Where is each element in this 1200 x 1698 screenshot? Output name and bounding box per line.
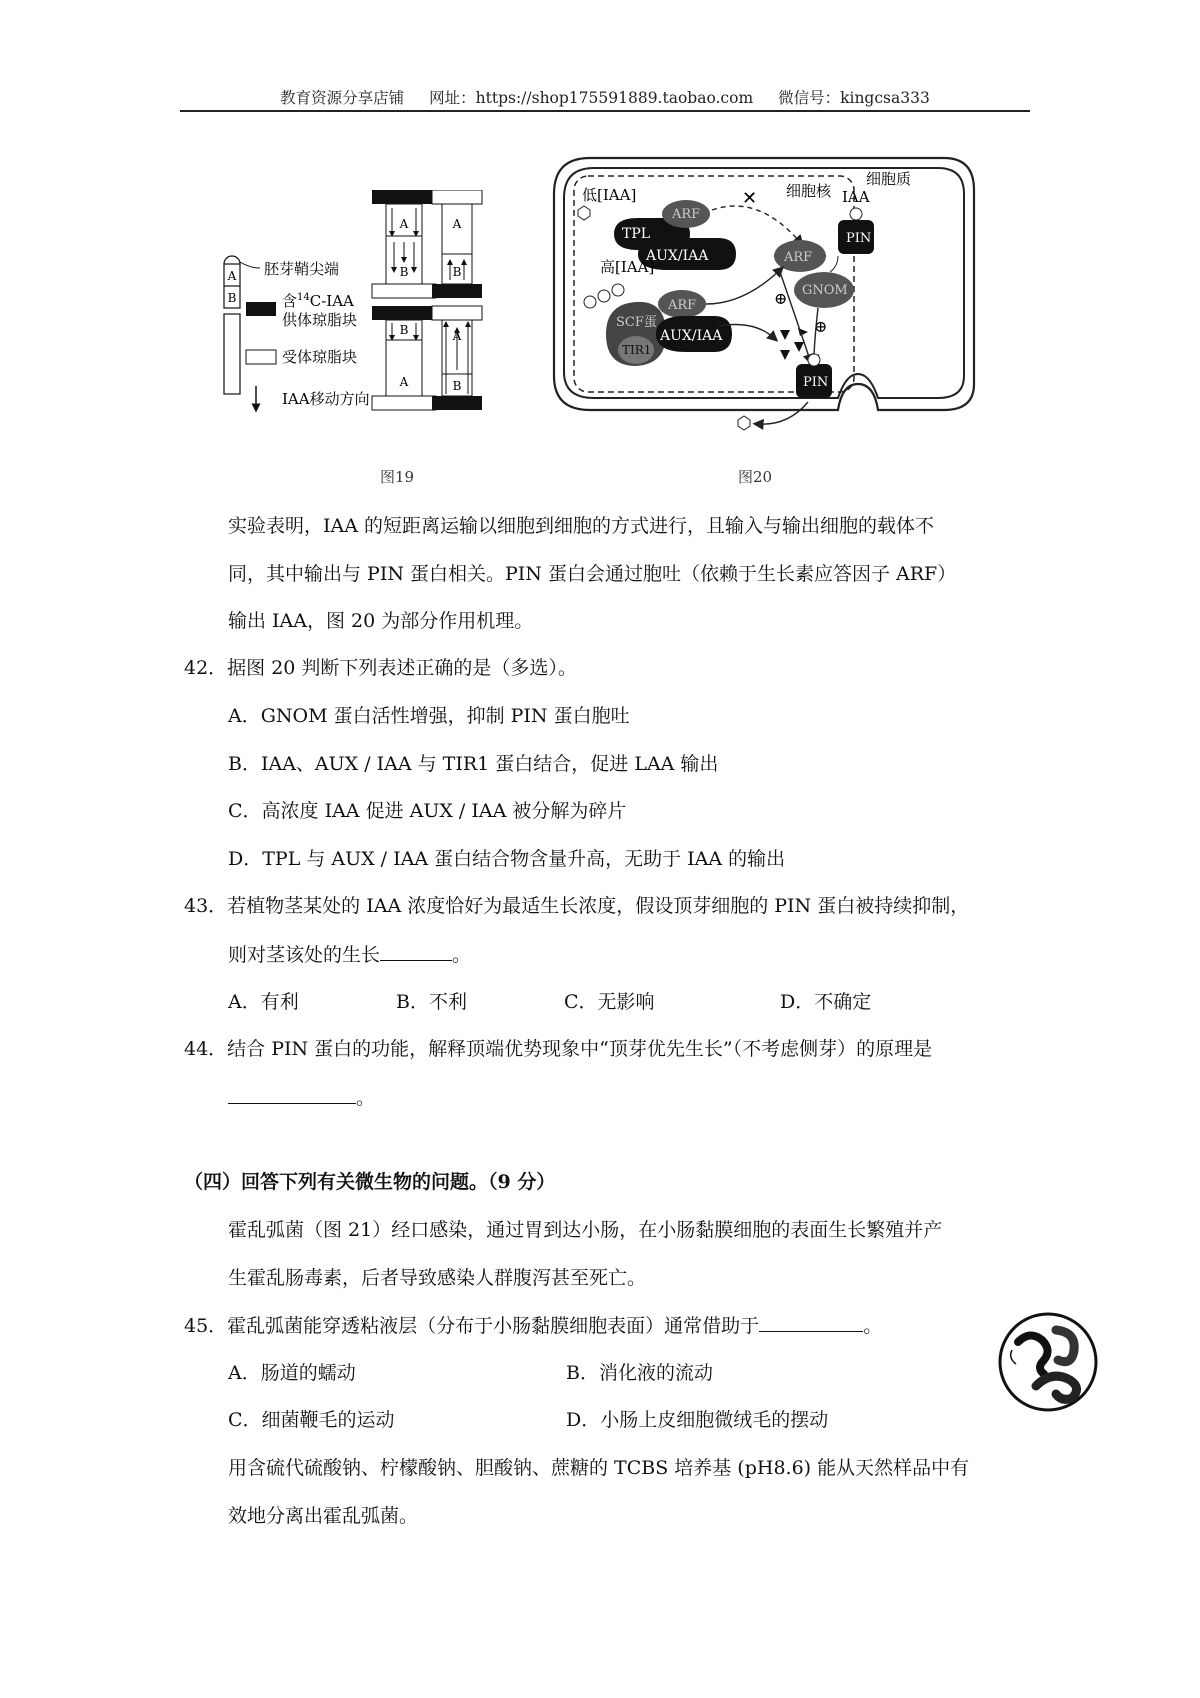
q44-blank [228, 1085, 356, 1104]
svg-text:B: B [399, 265, 409, 279]
q43-option-d: D．不确定 [780, 991, 872, 1013]
figure-20 [518, 154, 978, 464]
header-url: 网址：https://shop175591889.taobao.com [429, 89, 754, 107]
svg-text:A: A [452, 329, 462, 343]
label-tpl: TPL [622, 226, 651, 242]
q44-answer-line: 。 [228, 1085, 375, 1110]
label-cytoplasm: 细胞质 [866, 170, 912, 188]
legend-donor-swatch [246, 302, 276, 316]
page-header [180, 86, 1030, 108]
label-pin-top: PIN [846, 231, 872, 246]
svg-text:A: A [452, 217, 462, 231]
q43-option-b: B．不利 [396, 991, 467, 1013]
q42-stem: 42．据图 20 判断下列表述正确的是（多选）。 [184, 657, 577, 679]
setup-4 [432, 306, 482, 410]
svg-text:A: A [399, 217, 409, 231]
figure-19-caption: 图19 [380, 468, 415, 486]
svg-text:B: B [399, 323, 409, 337]
label-arf-top: ARF [672, 207, 701, 222]
fragments-icon [780, 328, 808, 360]
label-nucleus: 细胞核 [786, 182, 832, 200]
setup-2-body [432, 204, 482, 298]
q43-option-c: C．无影响 [564, 991, 655, 1013]
q43-stem-1: 43．若植物茎某处的 IAA 浓度恰好为最适生长浓度，假设顶芽细胞的 PIN 蛋白被持续抑制， [184, 895, 970, 917]
q43-blank [380, 942, 452, 961]
figure-20-caption: 图20 [738, 468, 773, 486]
figure-19 [220, 190, 560, 450]
section-4-para-1: 霍乱弧菌（图 21）经口感染，通过胃到达小肠，在小肠黏膜细胞的表面生长繁殖并产 [228, 1219, 943, 1241]
label-low-iaa: 低[IAA] [582, 186, 637, 204]
q45-stem: 45．霍乱弧菌能穿透粘液层（分布于小肠黏膜细胞表面）通常借助于 。 [184, 1315, 883, 1337]
legend-donor-label: 含$^{14}$C-IAA [282, 292, 354, 310]
q42-option-a: A．GNOM 蛋白活性增强，抑制 PIN 蛋白胞吐 [228, 705, 630, 727]
q42-option-d: D．TPL 与 AUX / IAA 蛋白结合物含量升高，无助于 IAA 的输出 [228, 848, 786, 870]
legend-donor-label-2: 供体琼脂块 [282, 311, 358, 329]
tip-letter-a: A [227, 269, 237, 283]
figure-21-vibrio [996, 1310, 1100, 1414]
q45-option-a: A．肠道的蠕动 [228, 1362, 356, 1384]
section-4-title: （四）回答下列有关微生物的问题。（9 分） [184, 1171, 556, 1193]
iaa-out-icon [738, 416, 750, 430]
section-4-para-2: 生霍乱肠毒素，后者导致感染人群腹泻甚至死亡。 [228, 1267, 647, 1289]
setup-2-main-box [432, 190, 482, 204]
coleoptile-tip-diagram [224, 256, 240, 394]
plus-icon-1: ⊕ [814, 317, 828, 336]
label-aux-iaa-bottom: AUX/IAA [660, 328, 723, 344]
tcbs-line-2: 效地分离出霍乱弧菌。 [228, 1505, 419, 1527]
legend-tip-label: 胚芽鞘尖端 [264, 260, 340, 278]
setup-1 [372, 190, 436, 298]
label-gnom: GNOM [802, 283, 848, 298]
label-high-iaa: 高[IAA] [600, 258, 655, 276]
label-scf: SCF蛋 [616, 315, 657, 330]
q43-option-a: A．有利 [228, 991, 299, 1013]
label-pin-bottom: PIN [803, 375, 829, 390]
arf-activation-arrow [706, 270, 780, 304]
legend-arrow-label: IAA移动方向 [282, 390, 370, 408]
intro-line-1: 实验表明，IAA 的短距离运输以细胞到细胞的方式进行，且输入与输出细胞的载体不 [228, 515, 934, 537]
header-wechat: 微信号：kingcsa333 [778, 89, 930, 107]
header-divider [180, 110, 1030, 112]
blocked-arrow [712, 206, 800, 242]
setup-3 [372, 306, 436, 410]
svg-text:A: A [399, 375, 409, 389]
intro-line-3: 输出 IAA，图 20 为部分作用机理。 [228, 610, 534, 632]
q45-option-b: B．消化液的流动 [566, 1362, 713, 1384]
tcbs-line-1: 用含硫代硫酸钠、柠檬酸钠、胆酸钠、蔗糖的 TCBS 培养基 (pH8.6) 能从天然样品中有 [228, 1457, 970, 1479]
legend-receptor-label: 受体琼脂块 [282, 348, 358, 366]
intro-line-2: 同，其中输出与 PIN 蛋白相关。PIN 蛋白会通过胞吐（依赖于生长素应答因子 ARF） [228, 563, 957, 585]
legend-receptor-swatch [246, 350, 276, 364]
q45-option-c: C．细菌鞭毛的运动 [228, 1409, 395, 1431]
svg-text:B: B [452, 379, 462, 393]
q42-option-b: B．IAA、AUX / IAA 与 TIR1 蛋白结合，促进 LAA 输出 [228, 753, 719, 775]
svg-text:B: B [452, 265, 462, 279]
label-arf-left: ARF [668, 298, 697, 313]
label-aux-iaa-top: AUX/IAA [646, 248, 709, 264]
q45-option-d: D．小肠上皮细胞微绒毛的摆动 [566, 1409, 829, 1431]
iaa-molecule-icon [578, 206, 590, 220]
q44-stem: 44．结合 PIN 蛋白的功能，解释顶端优势现象中“顶芽优先生长”（不考虑侧芽）的原理是 [184, 1038, 933, 1060]
q43-stem-2: 则对茎该处的生长 。 [228, 944, 472, 966]
label-arf-center: ARF [784, 250, 813, 265]
q42-option-c: C．高浓度 IAA 促进 AUX / IAA 被分解为碎片 [228, 800, 627, 822]
tip-letter-b: B [227, 291, 237, 305]
header-shop: 教育资源分享店铺 [280, 89, 405, 107]
plus-icon-2: ⊕ [774, 289, 788, 308]
block-x-icon: ✕ [742, 188, 758, 209]
label-tir1: TIR1 [622, 343, 652, 357]
label-iaa-top: IAA [842, 188, 870, 206]
q45-blank [759, 1313, 863, 1332]
efflux-arrow [758, 402, 808, 424]
